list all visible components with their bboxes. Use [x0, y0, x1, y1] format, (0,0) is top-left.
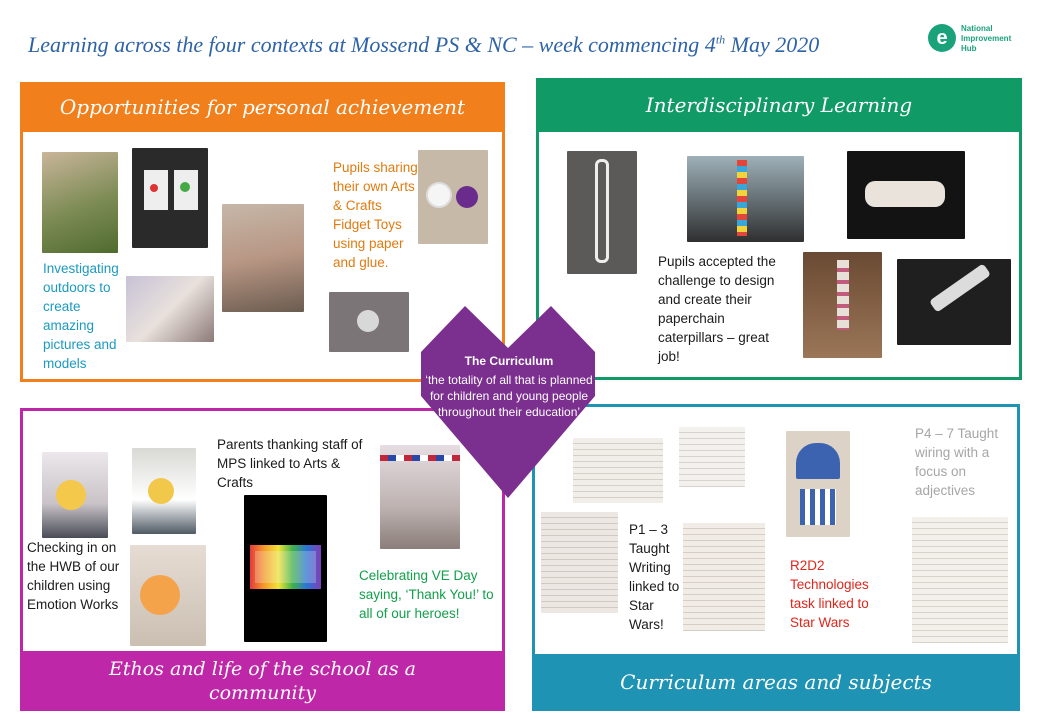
logo-line-3: Hub	[961, 44, 977, 53]
caption-investigating: Investigating outdoors to create amazing pictures and models	[43, 261, 119, 371]
photo-leaf-art	[132, 148, 208, 248]
photo-caterpillar-2	[803, 252, 882, 358]
photo-child-drawing	[126, 276, 214, 342]
photo-boy-emotion-3	[130, 545, 206, 646]
photo-mps-rainbow	[244, 495, 327, 642]
photo-writing-2	[679, 427, 745, 487]
title-main: Learning across the four contexts at Mossend PS & NC – week commencing 4	[28, 32, 716, 57]
heart-text	[418, 353, 600, 420]
caption-p13: P1 – 3 Taught Writing linked to Star Wars!	[629, 522, 680, 632]
panel-heading-personal: Opportunities for personal achievement	[20, 82, 505, 132]
heart-definition: ‘the totality of all that is planned for children and young people throughout their education’	[425, 373, 593, 419]
photo-boy-emotion-1	[42, 452, 108, 538]
photo-girl-outdoors	[42, 152, 118, 253]
photo-paperchain-1	[567, 151, 637, 274]
photo-r2d2-model	[786, 431, 850, 537]
photo-wiring-notebook	[912, 517, 1008, 643]
national-improvement-hub-logo	[928, 22, 1012, 62]
photo-paperchain-2	[687, 156, 804, 242]
photo-fidget-toys	[418, 150, 488, 244]
logo-line-1: National	[961, 24, 993, 33]
photo-girls-drawing	[222, 204, 304, 312]
photo-fidget-toy-small	[329, 292, 409, 352]
heart-title: The Curriculum	[464, 354, 554, 368]
panel-heading-curriculum: Curriculum areas and subjects	[532, 654, 1020, 711]
photo-writing-3	[541, 512, 618, 613]
logo-line-2: Improvement	[961, 34, 1012, 43]
logo-text	[961, 24, 1011, 54]
title-superscript: th	[715, 32, 726, 47]
page-title	[28, 32, 819, 58]
photo-boy-emotion-2	[132, 448, 196, 534]
title-end: May 2020	[725, 32, 820, 57]
panel-heading-ethos: Ethos and life of the school as a community	[20, 651, 505, 711]
caption-hwb: Checking in on the HWB of our children using Emotion Works	[27, 540, 120, 612]
photo-caterpillar-1	[847, 151, 965, 239]
panel-heading-idl: Interdisciplinary Learning	[536, 78, 1022, 132]
caption-parents: Parents thanking staff of MPS linked to Arts & Crafts	[217, 437, 363, 490]
caption-p47: P4 – 7 Taught wiring with a focus on adjectives	[915, 426, 999, 498]
caption-r2d2: R2D2 Technologies task linked to Star Wars	[790, 558, 869, 630]
logo-icon: e	[928, 24, 956, 52]
photo-caterpillar-3	[897, 259, 1011, 345]
caption-veday: Celebrating VE Day saying, ‘Thank You!’ to all of our heroes!	[359, 568, 494, 621]
caption-paperchain: Pupils accepted the challenge to design and create their paperchain caterpillars – great job!	[658, 254, 776, 364]
photo-writing-4	[683, 523, 765, 631]
caption-fidget: Pupils sharing their own Arts & Crafts Fidget Toys using paper and glue.	[333, 160, 418, 270]
